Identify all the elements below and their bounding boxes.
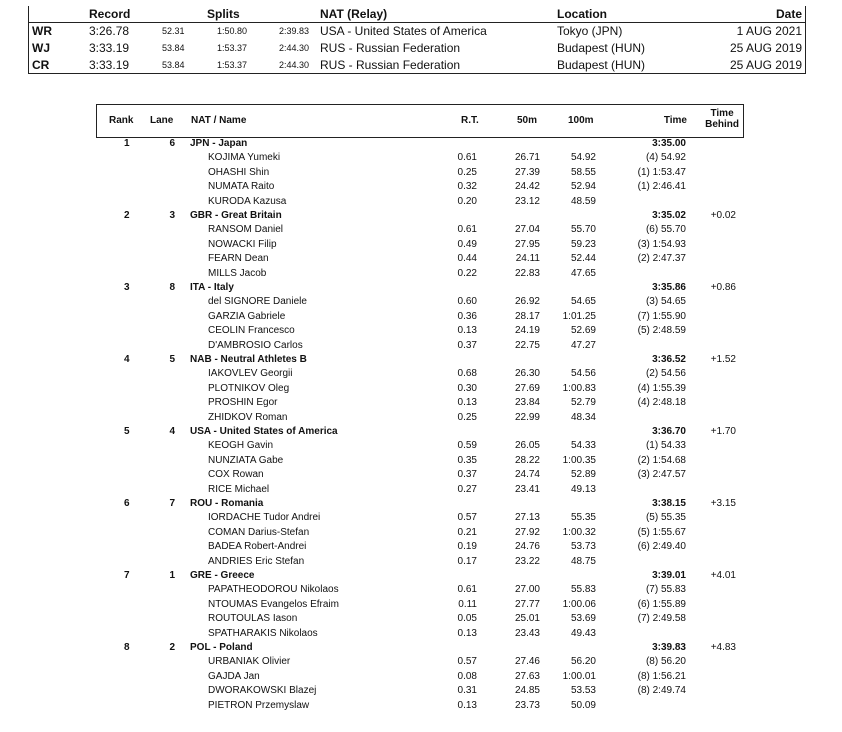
team-time: 3:38.15	[652, 498, 686, 509]
team-row	[96, 281, 742, 295]
swimmer-name: GAJDA Jan	[208, 670, 260, 682]
swimmer-row	[96, 583, 742, 597]
swimmer-cumulative: (3) 1:54.93	[637, 238, 686, 250]
swimmer-name: GARZIA Gabriele	[208, 310, 286, 322]
swimmer-name: NTOUMAS Evangelos Efraim	[208, 598, 339, 610]
swimmer-row	[96, 252, 742, 266]
swimmer-reaction-time: 0.31	[457, 685, 477, 697]
header-nat: NAT (Relay)	[320, 7, 388, 21]
swimmer-row	[96, 655, 742, 669]
swimmer-50m: 22.83	[514, 267, 540, 279]
swimmer-100m: 55.83	[570, 584, 596, 596]
swimmer-50m: 24.76	[514, 541, 540, 553]
swimmer-name: FEARN Dean	[208, 253, 269, 265]
swimmer-name: IAKOVLEV Georgii	[208, 368, 293, 380]
swimmer-50m: 27.04	[514, 224, 540, 236]
swimmer-row	[96, 267, 742, 281]
record-nat: USA - United States of America	[320, 24, 487, 38]
swimmer-reaction-time: 0.20	[457, 195, 477, 207]
swimmer-row	[96, 511, 742, 525]
swimmer-reaction-time: 0.22	[457, 267, 477, 279]
swimmer-cumulative: (5) 1:55.67	[637, 526, 686, 538]
swimmer-reaction-time: 0.13	[457, 397, 477, 409]
record-time: 3:33.19	[89, 41, 130, 55]
swimmer-50m: 26.92	[514, 296, 540, 308]
record-type: CR	[32, 58, 50, 72]
swimmer-50m: 27.00	[514, 584, 540, 596]
swimmer-name: COX Rowan	[208, 469, 264, 481]
team-rank: 5	[124, 426, 130, 437]
swimmer-100m: 1:00.35	[562, 454, 596, 466]
swimmer-row	[96, 195, 742, 209]
swimmer-row	[96, 367, 742, 381]
record-split-1: 53.84	[162, 43, 185, 53]
swimmer-cumulative: (8) 1:56.21	[637, 670, 686, 682]
swimmer-100m: 52.44	[570, 253, 596, 265]
swimmer-100m: 52.89	[570, 469, 596, 481]
team-rank: 3	[124, 282, 130, 293]
header-rt: R.T.	[461, 115, 479, 126]
swimmer-row	[96, 670, 742, 684]
team-row	[96, 137, 742, 151]
swimmer-cumulative: (8) 56.20	[645, 656, 686, 668]
swimmer-100m: 54.56	[570, 368, 596, 380]
swimmer-row	[96, 223, 742, 237]
record-split-1: 52.31	[162, 26, 185, 36]
header-behind-line2: Behind	[705, 119, 739, 130]
team-time-behind: +4.83	[710, 642, 736, 653]
team-row	[96, 425, 742, 439]
team-time-behind: +0.02	[710, 210, 736, 221]
swimmer-name: PAPATHEODOROU Nikolaos	[208, 584, 339, 596]
swimmer-100m: 55.35	[570, 512, 596, 524]
swimmer-name: RICE Michael	[208, 483, 270, 495]
swimmer-reaction-time: 0.13	[457, 627, 477, 639]
swimmer-100m: 54.65	[570, 296, 596, 308]
swimmer-row	[96, 684, 742, 698]
swimmer-name: KOJIMA Yumeki	[208, 152, 281, 164]
record-time: 3:26.78	[89, 24, 130, 38]
swimmer-100m: 49.13	[570, 483, 596, 495]
swimmer-name: RANSOM Daniel	[208, 224, 284, 236]
team-name: JPN - Japan	[190, 138, 248, 149]
record-time: 3:33.19	[89, 58, 130, 72]
record-split-2: 1:53.37	[217, 43, 248, 53]
team-row	[96, 497, 742, 511]
swimmer-50m: 23.41	[514, 483, 540, 495]
swimmer-cumulative: (2) 54.56	[645, 368, 686, 380]
swimmer-cumulative: (1) 1:53.47	[637, 166, 686, 178]
swimmer-row	[96, 483, 742, 497]
header-date: Date	[775, 7, 802, 21]
swimmer-cumulative: (3) 54.65	[645, 296, 686, 308]
swimmer-cumulative: (7) 1:55.90	[637, 310, 686, 322]
team-time: 3:39.83	[652, 642, 686, 653]
team-name: GRE - Greece	[190, 570, 255, 581]
swimmer-100m: 56.20	[570, 656, 596, 668]
swimmer-reaction-time: 0.11	[458, 598, 477, 610]
swimmer-cumulative: (1) 2:46.41	[637, 181, 686, 193]
team-lane: 8	[169, 282, 175, 293]
header-location: Location	[557, 7, 607, 21]
header-time: Time	[663, 115, 687, 126]
header-time-behind	[705, 108, 739, 130]
record-location: Budapest (HUN)	[557, 58, 646, 72]
swimmer-50m: 24.42	[514, 181, 540, 193]
swimmer-row	[96, 526, 742, 540]
record-type: WJ	[32, 41, 50, 55]
swimmer-100m: 47.27	[570, 339, 596, 351]
swimmer-name: KURODA Kazusa	[208, 195, 287, 207]
swimmer-name: NUNZIATA Gabe	[208, 454, 284, 466]
swimmer-name: URBANIAK Olivier	[208, 656, 291, 668]
team-lane: 2	[169, 642, 175, 653]
header-lane: Lane	[150, 115, 174, 126]
swimmer-100m: 1:00.01	[562, 670, 596, 682]
swimmer-50m: 27.95	[514, 238, 540, 250]
swimmer-row	[96, 324, 742, 338]
swimmer-100m: 49.43	[570, 627, 596, 639]
swimmer-name: PROSHIN Egor	[208, 397, 278, 409]
swimmer-cumulative: (7) 55.83	[645, 584, 686, 596]
swimmer-row	[96, 396, 742, 410]
swimmer-reaction-time: 0.21	[457, 526, 477, 538]
swimmer-50m: 24.19	[514, 325, 540, 337]
team-time: 3:35.00	[652, 138, 686, 149]
swimmer-row	[96, 295, 742, 309]
swimmer-reaction-time: 0.57	[457, 656, 477, 668]
swimmer-reaction-time: 0.36	[457, 310, 477, 322]
team-lane: 3	[169, 210, 175, 221]
swimmer-reaction-time: 0.19	[457, 541, 477, 553]
swimmer-reaction-time: 0.37	[457, 339, 477, 351]
swimmer-100m: 52.94	[570, 181, 596, 193]
swimmer-reaction-time: 0.05	[457, 613, 477, 625]
team-rank: 4	[124, 354, 130, 365]
swimmer-50m: 25.01	[514, 613, 540, 625]
swimmer-name: COMAN Darius-Stefan	[208, 526, 310, 538]
swimmer-reaction-time: 0.27	[457, 483, 477, 495]
swimmer-100m: 48.59	[570, 195, 596, 207]
swimmer-50m: 24.85	[514, 685, 540, 697]
swimmer-cumulative: (4) 2:48.18	[637, 397, 686, 409]
swimmer-reaction-time: 0.13	[457, 325, 477, 337]
swimmer-100m: 59.23	[570, 238, 596, 250]
swimmer-cumulative: (7) 2:49.58	[637, 613, 686, 625]
header-50m: 50m	[517, 115, 538, 126]
swimmer-row	[96, 339, 742, 353]
swimmer-name: SPATHARAKIS Nikolaos	[208, 627, 318, 639]
swimmer-50m: 27.46	[514, 656, 540, 668]
swimmer-row	[96, 555, 742, 569]
team-rank: 6	[124, 498, 130, 509]
swimmer-100m: 48.75	[570, 555, 596, 567]
record-split-3: 2:44.30	[279, 60, 310, 70]
swimmer-row	[96, 439, 742, 453]
team-name: GBR - Great Britain	[190, 210, 282, 221]
swimmer-50m: 23.22	[514, 555, 540, 567]
record-type: WR	[32, 24, 52, 38]
swimmer-100m: 54.92	[570, 152, 596, 164]
team-name: ITA - Italy	[190, 282, 234, 293]
record-date: 1 AUG 2021	[736, 24, 802, 38]
team-rank: 8	[124, 642, 130, 653]
team-rank: 7	[124, 570, 130, 581]
swimmer-50m: 26.05	[514, 440, 540, 452]
record-row	[29, 58, 805, 75]
swimmer-reaction-time: 0.32	[457, 181, 477, 193]
swimmer-reaction-time: 0.61	[457, 152, 477, 164]
swimmer-row	[96, 238, 742, 252]
swimmer-name: DWORAKOWSKI Blazej	[208, 685, 317, 697]
swimmer-name: del SIGNORE Daniele	[208, 296, 307, 308]
record-split-2: 1:53.37	[217, 60, 248, 70]
swimmer-100m: 53.73	[570, 541, 596, 553]
swimmer-reaction-time: 0.59	[457, 440, 477, 452]
swimmer-row	[96, 411, 742, 425]
swimmer-50m: 27.39	[514, 166, 540, 178]
swimmer-reaction-time: 0.25	[457, 411, 477, 423]
team-name: USA - United States of America	[190, 426, 338, 437]
record-nat: RUS - Russian Federation	[320, 41, 461, 55]
swimmer-row	[96, 540, 742, 554]
swimmer-100m: 52.79	[570, 397, 596, 409]
swimmer-name: IORDACHE Tudor Andrei	[208, 512, 321, 524]
swimmer-100m: 53.53	[570, 685, 596, 697]
swimmer-row	[96, 612, 742, 626]
swimmer-row	[96, 468, 742, 482]
swimmer-cumulative: (8) 2:49.74	[637, 685, 686, 697]
swimmer-100m: 1:00.32	[562, 526, 596, 538]
swimmer-50m: 27.63	[514, 670, 540, 682]
swimmer-50m: 23.73	[514, 699, 540, 711]
team-name: POL - Poland	[190, 642, 253, 653]
header-rank: Rank	[109, 115, 134, 126]
swimmer-100m: 48.34	[570, 411, 596, 423]
record-split-2: 1:50.80	[217, 26, 248, 36]
swimmer-100m: 54.33	[570, 440, 596, 452]
records-header	[29, 6, 805, 23]
swimmer-name: ZHIDKOV Roman	[208, 411, 288, 423]
swimmer-cumulative: (6) 55.70	[645, 224, 686, 236]
swimmer-50m: 27.92	[514, 526, 540, 538]
swimmer-reaction-time: 0.49	[457, 238, 477, 250]
swimmer-50m: 27.69	[514, 382, 540, 394]
swimmer-cumulative: (1) 54.33	[645, 440, 686, 452]
swimmer-100m: 53.69	[570, 613, 596, 625]
swimmer-50m: 26.71	[514, 152, 540, 164]
swimmer-cumulative: (5) 2:48.59	[637, 325, 686, 337]
swimmer-reaction-time: 0.17	[457, 555, 477, 567]
swimmer-cumulative: (2) 1:54.68	[637, 454, 686, 466]
swimmer-row	[96, 166, 742, 180]
swimmer-row	[96, 382, 742, 396]
swimmer-name: ROUTOULAS Iason	[208, 613, 298, 625]
team-time-behind: +1.52	[710, 354, 736, 365]
header-behind-line1: Time	[710, 108, 734, 119]
record-row	[29, 41, 805, 58]
team-time-behind: +1.70	[710, 426, 736, 437]
team-rank: 2	[124, 210, 130, 221]
swimmer-50m: 22.75	[514, 339, 540, 351]
swimmer-reaction-time: 0.60	[457, 296, 477, 308]
swimmer-cumulative: (4) 54.92	[645, 152, 686, 164]
swimmer-name: PIETRON Przemyslaw	[208, 699, 310, 711]
swimmer-name: NOWACKI Filip	[208, 238, 277, 250]
swimmer-cumulative: (5) 55.35	[645, 512, 686, 524]
swimmer-name: KEOGH Gavin	[208, 440, 274, 452]
swimmer-cumulative: (2) 2:47.37	[637, 253, 686, 265]
swimmer-name: ANDRIES Eric Stefan	[208, 555, 305, 567]
swimmer-100m: 1:00.06	[562, 598, 596, 610]
swimmer-name: BADEA Robert-Andrei	[208, 541, 307, 553]
team-row	[96, 641, 742, 655]
swimmer-reaction-time: 0.57	[457, 512, 477, 524]
swimmer-100m: 1:00.83	[562, 382, 596, 394]
swimmer-50m: 28.22	[514, 454, 540, 466]
swimmer-reaction-time: 0.35	[457, 454, 477, 466]
swimmer-name: NUMATA Raito	[208, 181, 275, 193]
swimmer-50m: 27.13	[514, 512, 540, 524]
team-row	[96, 353, 742, 367]
swimmer-100m: 52.69	[570, 325, 596, 337]
swimmer-50m: 28.17	[514, 310, 540, 322]
swimmer-cumulative: (6) 2:49.40	[637, 541, 686, 553]
team-lane: 4	[169, 426, 175, 437]
record-split-1: 53.84	[162, 60, 185, 70]
record-location: Tokyo (JPN)	[557, 24, 623, 38]
team-time-behind: +3.15	[710, 498, 736, 509]
swimmer-reaction-time: 0.13	[457, 699, 477, 711]
header-100m: 100m	[568, 115, 594, 126]
swimmer-50m: 23.12	[514, 195, 540, 207]
swimmer-reaction-time: 0.30	[457, 382, 477, 394]
swimmer-reaction-time: 0.25	[457, 166, 477, 178]
team-time: 3:35.86	[652, 282, 686, 293]
swimmer-cumulative: (4) 1:55.39	[637, 382, 686, 394]
swimmer-row	[96, 180, 742, 194]
team-time-behind: +0.86	[710, 282, 736, 293]
swimmer-name: OHASHI Shin	[208, 166, 270, 178]
swimmer-reaction-time: 0.61	[457, 224, 477, 236]
results-header	[96, 104, 744, 138]
swimmer-50m: 27.77	[514, 598, 540, 610]
header-name: NAT / Name	[191, 115, 247, 126]
team-time-behind: +4.01	[710, 570, 736, 581]
record-split-3: 2:44.30	[279, 43, 310, 53]
swimmer-name: D'AMBROSIO Carlos	[208, 339, 303, 351]
swimmer-row	[96, 454, 742, 468]
team-rank: 1	[124, 138, 130, 149]
swimmer-100m: 50.09	[570, 699, 596, 711]
team-row	[96, 569, 742, 583]
swimmer-50m: 22.99	[514, 411, 540, 423]
record-split-3: 2:39.83	[279, 26, 310, 36]
swimmer-reaction-time: 0.44	[457, 253, 477, 265]
swimmer-reaction-time: 0.08	[457, 670, 477, 682]
team-lane: 7	[169, 498, 175, 509]
swimmer-reaction-time: 0.61	[457, 584, 477, 596]
record-row	[29, 24, 805, 41]
team-lane: 5	[169, 354, 175, 365]
swimmer-100m: 47.65	[570, 267, 596, 279]
swimmer-100m: 1:01.25	[562, 310, 596, 322]
record-date: 25 AUG 2019	[729, 41, 802, 55]
swimmer-row	[96, 151, 742, 165]
team-time: 3:36.70	[652, 426, 686, 437]
swimmer-100m: 55.70	[570, 224, 596, 236]
swimmer-name: CEOLIN Francesco	[208, 325, 295, 337]
record-date: 25 AUG 2019	[729, 58, 802, 72]
team-row	[96, 209, 742, 223]
swimmer-row	[96, 699, 742, 713]
swimmer-50m: 23.43	[514, 627, 540, 639]
swimmer-name: PLOTNIKOV Oleg	[208, 382, 290, 394]
team-time: 3:36.52	[652, 354, 686, 365]
team-time: 3:39.01	[652, 570, 686, 581]
swimmer-50m: 26.30	[514, 368, 540, 380]
swimmer-cumulative: (6) 1:55.89	[637, 598, 686, 610]
swimmer-row	[96, 310, 742, 324]
swimmer-name: MILLS Jacob	[208, 267, 267, 279]
header-splits: Splits	[207, 7, 240, 21]
swimmer-50m: 23.84	[514, 397, 540, 409]
team-lane: 6	[169, 138, 175, 149]
team-name: ROU - Romania	[190, 498, 264, 509]
swimmer-row	[96, 598, 742, 612]
swimmer-cumulative: (3) 2:47.57	[637, 469, 686, 481]
header-record: Record	[89, 7, 131, 21]
swimmer-row	[96, 627, 742, 641]
records-table	[28, 6, 806, 74]
team-lane: 1	[169, 570, 175, 581]
team-time: 3:35.02	[652, 210, 686, 221]
swimmer-50m: 24.74	[514, 469, 540, 481]
record-location: Budapest (HUN)	[557, 41, 646, 55]
team-name: NAB - Neutral Athletes B	[190, 354, 307, 365]
swimmer-100m: 58.55	[570, 166, 596, 178]
swimmer-50m: 24.11	[515, 253, 540, 265]
record-nat: RUS - Russian Federation	[320, 58, 461, 72]
swimmer-reaction-time: 0.37	[457, 469, 477, 481]
swimmer-reaction-time: 0.68	[457, 368, 477, 380]
